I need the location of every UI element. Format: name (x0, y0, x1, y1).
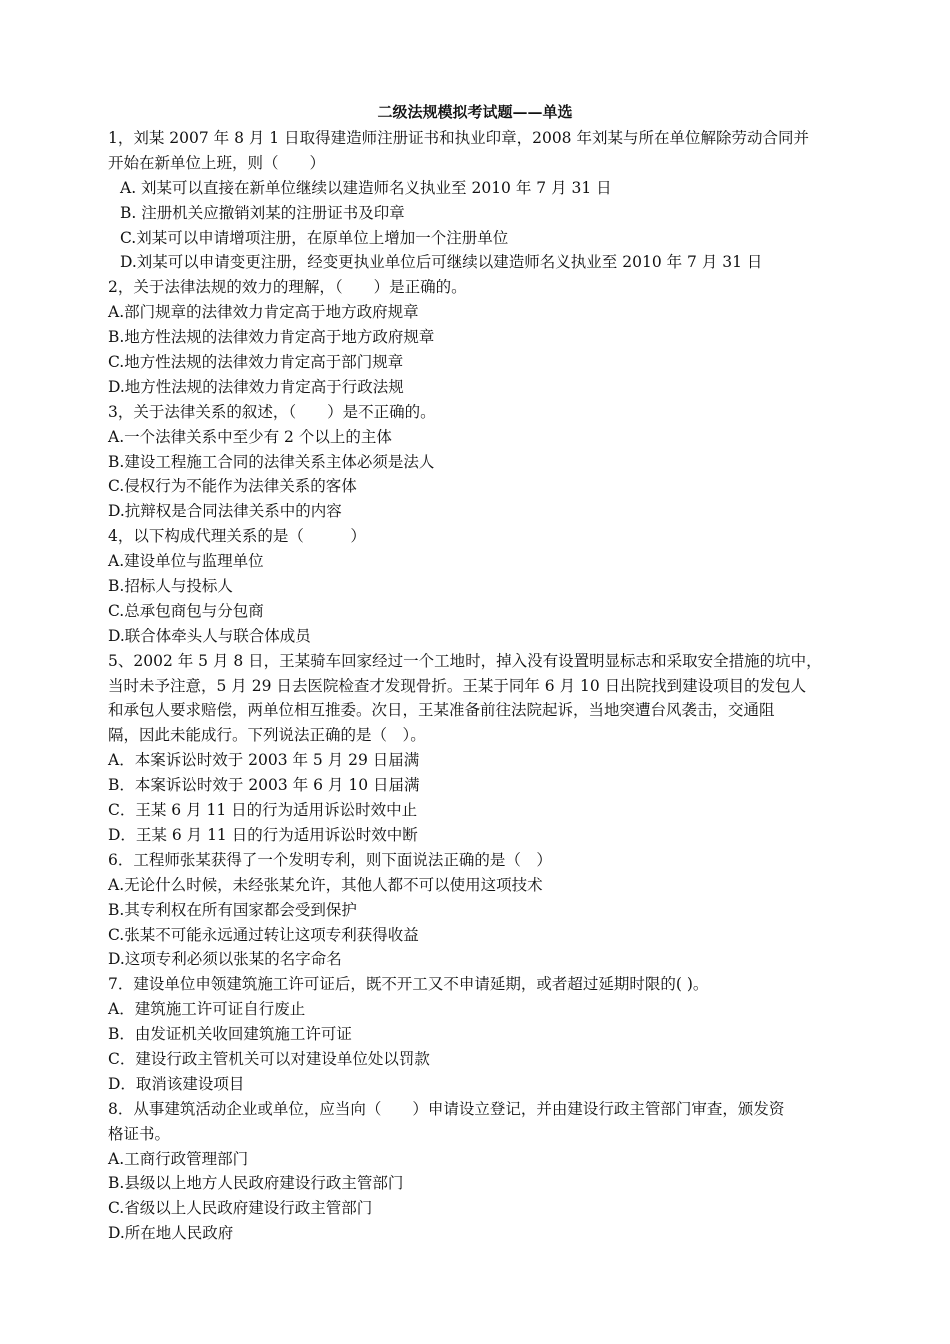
q5-stem-cont: 隔，因此未能成行。下列说法正确的是（ ）。 (108, 726, 426, 745)
question-list (108, 126, 858, 1246)
q1-option-b: B. 注册机关应撤销刘某的注册证书及印章 (120, 203, 405, 222)
q5-option-b: B．本案诉讼时效于 2003 年 6 月 10 日届满 (108, 776, 420, 795)
q8-stem: 8．从事建筑活动企业或单位，应当向（ ）申请设立登记，并由建设行政主管部门审查，颁发资 (108, 1099, 785, 1118)
q8-option-d: D.所在地人民政府 (108, 1224, 234, 1243)
q6-option-d: D.这项专利必须以张某的名字命名 (108, 950, 342, 969)
q5-stem-cont: 和承包人要求赔偿，两单位相互推委。次日，王某准备前往法院起诉，当地突遭台风袭击，交通阻 (108, 701, 775, 720)
q6-option-b: B.其专利权在所有国家都会受到保护 (108, 900, 357, 919)
q2-option-d: D.地方性法规的法律效力肯定高于行政法规 (108, 377, 404, 396)
q1-stem: 1，刘某 2007 年 8 月 1 日取得建造师注册证书和执业印章，2008 年刘某与所在单位解除劳动合同并 (108, 129, 809, 147)
q3-option-c: C.侵权行为不能作为法律关系的客体 (108, 477, 357, 496)
q3-option-a: A.一个法律关系中至少有 2 个以上的主体 (108, 427, 392, 446)
q2-option-a: A.部门规章的法律效力肯定高于地方政府规章 (108, 303, 419, 322)
q3-stem: 3，关于法律关系的叙述，（ ）是不正确的。 (108, 402, 436, 421)
q8-option-c: C.省级以上人民政府建设行政主管部门 (108, 1199, 373, 1218)
q7-option-d: D．取消该建设项目 (108, 1074, 245, 1093)
q2-stem: 2，关于法律法规的效力的理解，（ ）是正确的。 (108, 278, 467, 297)
q5-option-a: A．本案诉讼时效于 2003 年 5 月 29 日届满 (108, 751, 420, 770)
q5-stem-cont: 当时未予注意，5 月 29 日去医院检查才发现骨折。王某于同年 6 月 10 日出院找到建设项目的发包人 (108, 676, 807, 695)
q4-option-d: D.联合体牵头人与联合体成员 (108, 626, 311, 645)
q4-option-c: C.总承包商包与分包商 (108, 601, 264, 620)
q2-option-c: C.地方性法规的法律效力肯定高于部门规章 (108, 353, 404, 372)
q8-option-a: A.工商行政管理部门 (108, 1149, 249, 1168)
q4-option-a: A.建设单位与监理单位 (108, 552, 264, 571)
q5-option-c: C．王某 6 月 11 日的行为适用诉讼时效中止 (108, 801, 418, 820)
q4-stem: 4，以下构成代理关系的是（ ） (108, 527, 366, 546)
q5-option-d: D．王某 6 月 11 日的行为适用诉讼时效中断 (108, 825, 418, 844)
q6-option-c: C.张某不可能永远通过转让这项专利获得收益 (108, 925, 419, 944)
q3-option-d: D.抗辩权是合同法律关系中的内容 (108, 502, 342, 521)
q6-stem: 6．工程师张某获得了一个发明专利，则下面说法正确的是（ ） (108, 850, 552, 869)
q8-stem-cont: 格证书。 (108, 1124, 171, 1143)
q1-option-a: A. 刘某可以直接在新单位继续以建造师名义执业至 2010 年 7 月 31 日 (120, 178, 612, 197)
q6-option-a: A.无论什么时候，未经张某允许，其他人都不可以使用这项技术 (108, 875, 543, 894)
q1-stem-cont: 开始在新单位上班，则（ ） (108, 153, 326, 172)
page-title: 二级法规模拟考试题——单选 (377, 103, 573, 121)
q2-option-b: B.地方性法规的法律效力肯定高于地方政府规章 (108, 328, 435, 347)
q4-option-b: B.招标人与投标人 (108, 577, 233, 596)
q7-stem: 7．建设单位申领建筑施工许可证后，既不开工又不申请延期，或者超过延期时限的( )。 (108, 975, 709, 994)
q1-option-d: D.刘某可以申请变更注册，经变更执业单位后可继续以建造师名义执业至 2010 年 7 月 31 日 (120, 253, 763, 272)
q1-option-c: C.刘某可以申请增项注册，在原单位上增加一个注册单位 (120, 228, 509, 247)
q8-option-b: B.县级以上地方人民政府建设行政主管部门 (108, 1174, 404, 1193)
q7-option-c: C．建设行政主管机关可以对建设单位处以罚款 (108, 1049, 430, 1068)
q5-stem: 5、2002 年 5 月 8 日，王某骑车回家经过一个工地时，掉入没有设置明显标志和采取安全措施的坑中， (108, 651, 822, 670)
q7-option-a: A．建筑施工许可证自行废止 (108, 1000, 306, 1019)
q3-option-b: B.建设工程施工合同的法律关系主体必须是法人 (108, 452, 435, 471)
q7-option-b: B．由发证机关收回建筑施工许可证 (108, 1025, 352, 1044)
